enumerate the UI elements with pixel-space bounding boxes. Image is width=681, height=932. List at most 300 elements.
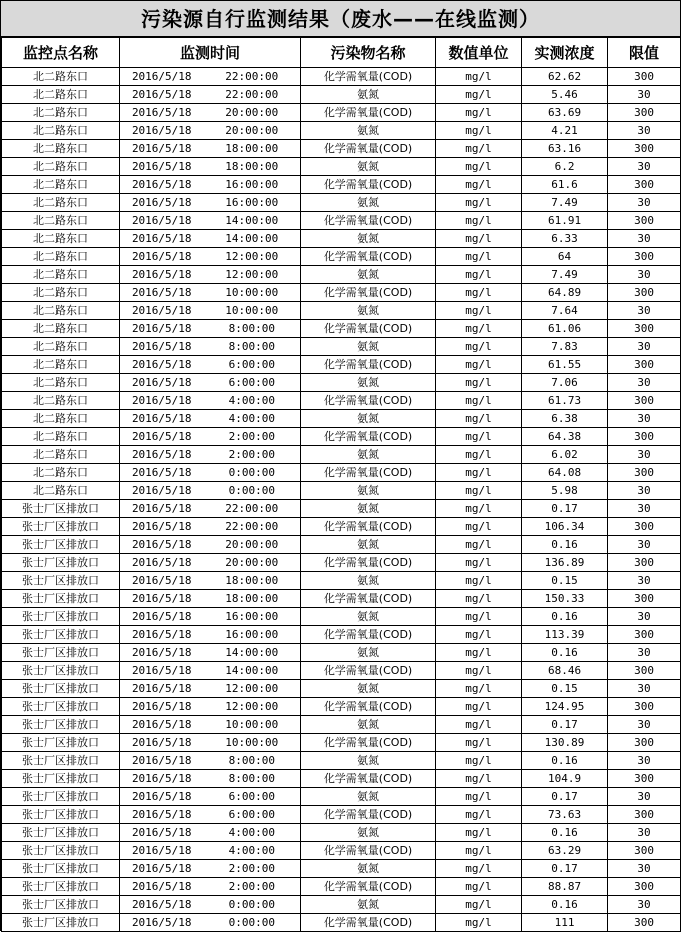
limit-cell: 30 [608, 644, 681, 662]
date-cell: 2016/5/18 [120, 554, 204, 572]
pollutant-cell: 氨氮 [301, 608, 436, 626]
page-title: 污染源自行监测结果（废水——在线监测） [1, 0, 680, 37]
unit-cell: mg/l [436, 662, 522, 680]
time-cell: 2:00:00 [204, 446, 301, 464]
site-cell: 北二路东口 [2, 410, 120, 428]
table-row [2, 572, 681, 590]
limit-cell: 300 [608, 842, 681, 860]
table-row [2, 104, 681, 122]
table-row [2, 752, 681, 770]
unit-cell: mg/l [436, 392, 522, 410]
time-cell: 16:00:00 [204, 608, 301, 626]
site-cell: 北二路东口 [2, 68, 120, 86]
unit-cell: mg/l [436, 680, 522, 698]
value-cell: 63.29 [522, 842, 608, 860]
time-cell: 2:00:00 [204, 860, 301, 878]
site-cell: 北二路东口 [2, 356, 120, 374]
site-cell: 张士厂区排放口 [2, 644, 120, 662]
pollutant-cell: 氨氮 [301, 896, 436, 914]
date-cell: 2016/5/18 [120, 824, 204, 842]
unit-cell: mg/l [436, 860, 522, 878]
unit-cell: mg/l [436, 626, 522, 644]
site-cell: 张士厂区排放口 [2, 662, 120, 680]
table-row [2, 770, 681, 788]
date-cell: 2016/5/18 [120, 608, 204, 626]
site-cell: 张士厂区排放口 [2, 608, 120, 626]
site-cell: 张士厂区排放口 [2, 914, 120, 932]
time-cell: 10:00:00 [204, 302, 301, 320]
site-cell: 张士厂区排放口 [2, 698, 120, 716]
pollutant-cell: 氨氮 [301, 266, 436, 284]
date-cell: 2016/5/18 [120, 266, 204, 284]
date-cell: 2016/5/18 [120, 194, 204, 212]
table-row [2, 644, 681, 662]
value-cell: 124.95 [522, 698, 608, 716]
pollutant-cell: 氨氮 [301, 482, 436, 500]
date-cell: 2016/5/18 [120, 158, 204, 176]
value-cell: 104.9 [522, 770, 608, 788]
site-cell: 北二路东口 [2, 158, 120, 176]
time-cell: 16:00:00 [204, 626, 301, 644]
header-limit: 限值 [608, 38, 681, 68]
table-row [2, 410, 681, 428]
table-row [2, 500, 681, 518]
date-cell: 2016/5/18 [120, 392, 204, 410]
value-cell: 0.17 [522, 500, 608, 518]
pollutant-cell: 氨氮 [301, 194, 436, 212]
limit-cell: 30 [608, 158, 681, 176]
date-cell: 2016/5/18 [120, 590, 204, 608]
site-cell: 北二路东口 [2, 374, 120, 392]
time-cell: 8:00:00 [204, 752, 301, 770]
unit-cell: mg/l [436, 518, 522, 536]
limit-cell: 30 [608, 410, 681, 428]
pollutant-cell: 化学需氧量(COD) [301, 626, 436, 644]
value-cell: 64.08 [522, 464, 608, 482]
value-cell: 63.16 [522, 140, 608, 158]
pollutant-cell: 化学需氧量(COD) [301, 428, 436, 446]
limit-cell: 30 [608, 446, 681, 464]
pollutant-cell: 氨氮 [301, 410, 436, 428]
site-cell: 北二路东口 [2, 194, 120, 212]
limit-cell: 30 [608, 716, 681, 734]
time-cell: 6:00:00 [204, 356, 301, 374]
table-row [2, 122, 681, 140]
pollutant-cell: 氨氮 [301, 158, 436, 176]
pollutant-cell: 化学需氧量(COD) [301, 464, 436, 482]
header-value: 实测浓度 [522, 38, 608, 68]
date-cell: 2016/5/18 [120, 68, 204, 86]
limit-cell: 300 [608, 806, 681, 824]
date-cell: 2016/5/18 [120, 806, 204, 824]
header-unit: 数值单位 [436, 38, 522, 68]
site-cell: 张士厂区排放口 [2, 824, 120, 842]
unit-cell: mg/l [436, 158, 522, 176]
time-cell: 14:00:00 [204, 662, 301, 680]
limit-cell: 30 [608, 680, 681, 698]
date-cell: 2016/5/18 [120, 680, 204, 698]
table-row [2, 734, 681, 752]
site-cell: 张士厂区排放口 [2, 860, 120, 878]
date-cell: 2016/5/18 [120, 140, 204, 158]
unit-cell: mg/l [436, 176, 522, 194]
site-cell: 张士厂区排放口 [2, 680, 120, 698]
table-row [2, 302, 681, 320]
unit-cell: mg/l [436, 716, 522, 734]
unit-cell: mg/l [436, 356, 522, 374]
table-row [2, 428, 681, 446]
value-cell: 0.16 [522, 608, 608, 626]
date-cell: 2016/5/18 [120, 320, 204, 338]
unit-cell: mg/l [436, 122, 522, 140]
unit-cell: mg/l [436, 788, 522, 806]
site-cell: 张士厂区排放口 [2, 536, 120, 554]
site-cell: 张士厂区排放口 [2, 806, 120, 824]
time-cell: 18:00:00 [204, 572, 301, 590]
value-cell: 6.38 [522, 410, 608, 428]
date-cell: 2016/5/18 [120, 428, 204, 446]
date-cell: 2016/5/18 [120, 482, 204, 500]
unit-cell: mg/l [436, 104, 522, 122]
table-row [2, 860, 681, 878]
unit-cell: mg/l [436, 86, 522, 104]
limit-cell: 30 [608, 374, 681, 392]
value-cell: 64.89 [522, 284, 608, 302]
pollutant-cell: 化学需氧量(COD) [301, 392, 436, 410]
site-cell: 张士厂区排放口 [2, 734, 120, 752]
value-cell: 73.63 [522, 806, 608, 824]
date-cell: 2016/5/18 [120, 356, 204, 374]
unit-cell: mg/l [436, 446, 522, 464]
date-cell: 2016/5/18 [120, 842, 204, 860]
pollutant-cell: 氨氮 [301, 446, 436, 464]
limit-cell: 300 [608, 590, 681, 608]
pollutant-cell: 化学需氧量(COD) [301, 806, 436, 824]
unit-cell: mg/l [436, 896, 522, 914]
pollutant-cell: 化学需氧量(COD) [301, 698, 436, 716]
value-cell: 63.69 [522, 104, 608, 122]
value-cell: 0.16 [522, 536, 608, 554]
value-cell: 0.16 [522, 752, 608, 770]
limit-cell: 300 [608, 104, 681, 122]
time-cell: 0:00:00 [204, 896, 301, 914]
date-cell: 2016/5/18 [120, 896, 204, 914]
limit-cell: 300 [608, 662, 681, 680]
site-cell: 北二路东口 [2, 248, 120, 266]
unit-cell: mg/l [436, 608, 522, 626]
site-cell: 北二路东口 [2, 284, 120, 302]
table-row [2, 446, 681, 464]
value-cell: 6.02 [522, 446, 608, 464]
site-cell: 北二路东口 [2, 176, 120, 194]
site-cell: 北二路东口 [2, 392, 120, 410]
value-cell: 6.33 [522, 230, 608, 248]
site-cell: 张士厂区排放口 [2, 518, 120, 536]
unit-cell: mg/l [436, 770, 522, 788]
limit-cell: 300 [608, 356, 681, 374]
pollutant-cell: 氨氮 [301, 374, 436, 392]
time-cell: 16:00:00 [204, 194, 301, 212]
pollutant-cell: 化学需氧量(COD) [301, 554, 436, 572]
unit-cell: mg/l [436, 68, 522, 86]
pollutant-cell: 氨氮 [301, 716, 436, 734]
pollutant-cell: 氨氮 [301, 500, 436, 518]
date-cell: 2016/5/18 [120, 212, 204, 230]
time-cell: 10:00:00 [204, 734, 301, 752]
time-cell: 6:00:00 [204, 806, 301, 824]
value-cell: 0.16 [522, 644, 608, 662]
site-cell: 北二路东口 [2, 338, 120, 356]
pollutant-cell: 氨氮 [301, 860, 436, 878]
table-row [2, 878, 681, 896]
site-cell: 张士厂区排放口 [2, 572, 120, 590]
time-cell: 22:00:00 [204, 86, 301, 104]
pollutant-cell: 氨氮 [301, 230, 436, 248]
time-cell: 6:00:00 [204, 374, 301, 392]
date-cell: 2016/5/18 [120, 104, 204, 122]
date-cell: 2016/5/18 [120, 662, 204, 680]
site-cell: 北二路东口 [2, 428, 120, 446]
limit-cell: 30 [608, 302, 681, 320]
unit-cell: mg/l [436, 878, 522, 896]
value-cell: 88.87 [522, 878, 608, 896]
pollutant-cell: 化学需氧量(COD) [301, 878, 436, 896]
time-cell: 12:00:00 [204, 266, 301, 284]
value-cell: 150.33 [522, 590, 608, 608]
site-cell: 北二路东口 [2, 230, 120, 248]
date-cell: 2016/5/18 [120, 122, 204, 140]
pollutant-cell: 氨氮 [301, 338, 436, 356]
monitoring-table [1, 37, 681, 932]
date-cell: 2016/5/18 [120, 572, 204, 590]
pollutant-cell: 氨氮 [301, 572, 436, 590]
value-cell: 113.39 [522, 626, 608, 644]
value-cell: 62.62 [522, 68, 608, 86]
time-cell: 18:00:00 [204, 140, 301, 158]
table-row [2, 320, 681, 338]
time-cell: 20:00:00 [204, 554, 301, 572]
site-cell: 张士厂区排放口 [2, 752, 120, 770]
unit-cell: mg/l [436, 284, 522, 302]
site-cell: 张士厂区排放口 [2, 554, 120, 572]
unit-cell: mg/l [436, 320, 522, 338]
pollutant-cell: 氨氮 [301, 644, 436, 662]
value-cell: 64 [522, 248, 608, 266]
unit-cell: mg/l [436, 734, 522, 752]
time-cell: 2:00:00 [204, 428, 301, 446]
time-cell: 20:00:00 [204, 104, 301, 122]
pollutant-cell: 化学需氧量(COD) [301, 104, 436, 122]
pollutant-cell: 化学需氧量(COD) [301, 284, 436, 302]
value-cell: 5.98 [522, 482, 608, 500]
table-row [2, 212, 681, 230]
limit-cell: 300 [608, 464, 681, 482]
table-row [2, 230, 681, 248]
date-cell: 2016/5/18 [120, 248, 204, 266]
value-cell: 61.91 [522, 212, 608, 230]
pollutant-cell: 化学需氧量(COD) [301, 212, 436, 230]
value-cell: 0.16 [522, 896, 608, 914]
table-row [2, 824, 681, 842]
unit-cell: mg/l [436, 464, 522, 482]
time-cell: 12:00:00 [204, 680, 301, 698]
table-row [2, 374, 681, 392]
table-row [2, 680, 681, 698]
value-cell: 61.6 [522, 176, 608, 194]
date-cell: 2016/5/18 [120, 536, 204, 554]
date-cell: 2016/5/18 [120, 626, 204, 644]
unit-cell: mg/l [436, 824, 522, 842]
pollutant-cell: 化学需氧量(COD) [301, 248, 436, 266]
value-cell: 61.55 [522, 356, 608, 374]
site-cell: 张士厂区排放口 [2, 770, 120, 788]
limit-cell: 30 [608, 860, 681, 878]
value-cell: 68.46 [522, 662, 608, 680]
pollutant-cell: 化学需氧量(COD) [301, 176, 436, 194]
table-row [2, 284, 681, 302]
site-cell: 北二路东口 [2, 122, 120, 140]
value-cell: 7.64 [522, 302, 608, 320]
unit-cell: mg/l [436, 500, 522, 518]
table-row [2, 86, 681, 104]
pollutant-cell: 化学需氧量(COD) [301, 320, 436, 338]
limit-cell: 30 [608, 788, 681, 806]
table-row [2, 590, 681, 608]
pollutant-cell: 化学需氧量(COD) [301, 734, 436, 752]
site-cell: 张士厂区排放口 [2, 626, 120, 644]
pollutant-cell: 氨氮 [301, 536, 436, 554]
time-cell: 6:00:00 [204, 788, 301, 806]
limit-cell: 30 [608, 536, 681, 554]
time-cell: 4:00:00 [204, 392, 301, 410]
limit-cell: 300 [608, 320, 681, 338]
site-cell: 北二路东口 [2, 482, 120, 500]
time-cell: 0:00:00 [204, 482, 301, 500]
limit-cell: 30 [608, 896, 681, 914]
limit-cell: 300 [608, 518, 681, 536]
table-row [2, 896, 681, 914]
table-row [2, 662, 681, 680]
unit-cell: mg/l [436, 338, 522, 356]
time-cell: 22:00:00 [204, 518, 301, 536]
unit-cell: mg/l [436, 212, 522, 230]
date-cell: 2016/5/18 [120, 878, 204, 896]
limit-cell: 300 [608, 914, 681, 932]
time-cell: 16:00:00 [204, 176, 301, 194]
time-cell: 18:00:00 [204, 158, 301, 176]
table-row [2, 158, 681, 176]
limit-cell: 300 [608, 248, 681, 266]
pollutant-cell: 化学需氧量(COD) [301, 140, 436, 158]
header-pollutant: 污染物名称 [301, 38, 436, 68]
limit-cell: 300 [608, 68, 681, 86]
limit-cell: 30 [608, 194, 681, 212]
limit-cell: 30 [608, 338, 681, 356]
header-site: 监控点名称 [2, 38, 120, 68]
table-row [2, 842, 681, 860]
value-cell: 0.17 [522, 716, 608, 734]
table-row [2, 554, 681, 572]
date-cell: 2016/5/18 [120, 338, 204, 356]
limit-cell: 300 [608, 554, 681, 572]
unit-cell: mg/l [436, 266, 522, 284]
site-cell: 北二路东口 [2, 320, 120, 338]
value-cell: 7.49 [522, 194, 608, 212]
pollutant-cell: 氨氮 [301, 122, 436, 140]
value-cell: 5.46 [522, 86, 608, 104]
table-row [2, 464, 681, 482]
site-cell: 北二路东口 [2, 104, 120, 122]
date-cell: 2016/5/18 [120, 770, 204, 788]
unit-cell: mg/l [436, 248, 522, 266]
value-cell: 7.83 [522, 338, 608, 356]
site-cell: 北二路东口 [2, 302, 120, 320]
table-body [2, 68, 681, 932]
pollutant-cell: 化学需氧量(COD) [301, 914, 436, 932]
table-row [2, 536, 681, 554]
site-cell: 北二路东口 [2, 140, 120, 158]
date-cell: 2016/5/18 [120, 284, 204, 302]
date-cell: 2016/5/18 [120, 176, 204, 194]
site-cell: 北二路东口 [2, 266, 120, 284]
pollutant-cell: 氨氮 [301, 788, 436, 806]
date-cell: 2016/5/18 [120, 464, 204, 482]
limit-cell: 300 [608, 284, 681, 302]
site-cell: 北二路东口 [2, 212, 120, 230]
date-cell: 2016/5/18 [120, 374, 204, 392]
value-cell: 7.49 [522, 266, 608, 284]
table-row [2, 140, 681, 158]
table-row [2, 482, 681, 500]
unit-cell: mg/l [436, 410, 522, 428]
pollutant-cell: 氨氮 [301, 680, 436, 698]
date-cell: 2016/5/18 [120, 788, 204, 806]
limit-cell: 30 [608, 608, 681, 626]
table-row [2, 518, 681, 536]
time-cell: 14:00:00 [204, 644, 301, 662]
limit-cell: 300 [608, 212, 681, 230]
date-cell: 2016/5/18 [120, 716, 204, 734]
date-cell: 2016/5/18 [120, 518, 204, 536]
date-cell: 2016/5/18 [120, 860, 204, 878]
unit-cell: mg/l [436, 806, 522, 824]
site-cell: 张士厂区排放口 [2, 590, 120, 608]
time-cell: 14:00:00 [204, 212, 301, 230]
time-cell: 12:00:00 [204, 698, 301, 716]
time-cell: 8:00:00 [204, 320, 301, 338]
limit-cell: 300 [608, 140, 681, 158]
limit-cell: 30 [608, 230, 681, 248]
table-row [2, 68, 681, 86]
pollutant-cell: 氨氮 [301, 302, 436, 320]
pollutant-cell: 化学需氧量(COD) [301, 590, 436, 608]
site-cell: 张士厂区排放口 [2, 500, 120, 518]
pollutant-cell: 化学需氧量(COD) [301, 770, 436, 788]
value-cell: 0.15 [522, 680, 608, 698]
limit-cell: 30 [608, 86, 681, 104]
date-cell: 2016/5/18 [120, 410, 204, 428]
date-cell: 2016/5/18 [120, 698, 204, 716]
pollutant-cell: 化学需氧量(COD) [301, 68, 436, 86]
header-time: 监测时间 [120, 38, 301, 68]
time-cell: 20:00:00 [204, 536, 301, 554]
table-row [2, 626, 681, 644]
pollutant-cell: 化学需氧量(COD) [301, 518, 436, 536]
unit-cell: mg/l [436, 554, 522, 572]
unit-cell: mg/l [436, 698, 522, 716]
date-cell: 2016/5/18 [120, 752, 204, 770]
date-cell: 2016/5/18 [120, 734, 204, 752]
